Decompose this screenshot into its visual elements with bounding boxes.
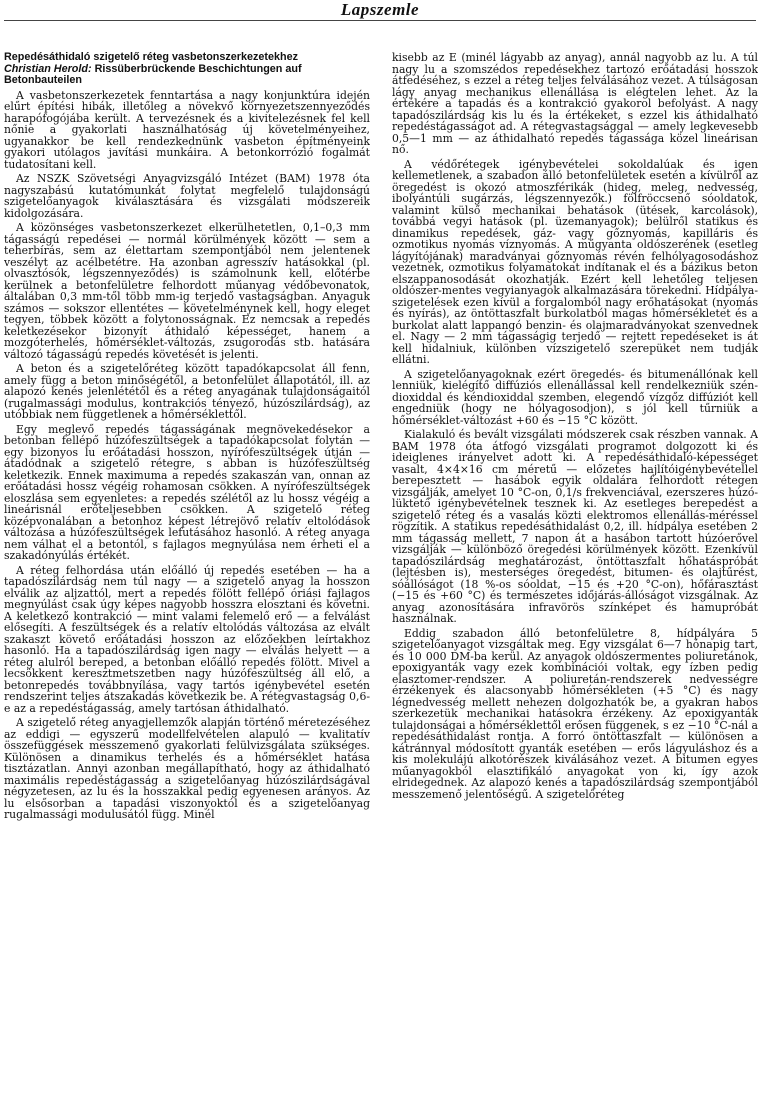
paragraph: A védőrétegek igénybevételei sokoldalúak és igen kellemetlenek, a szabadon álló betonfelületek esetén a kívülről az öregedést is okozó atmoszférikák (hideg, meleg, nedvesség, ibolyántúli sugárzás, légszennyezők.) fölfröccsenő sóoldatok, valamint külső mechanikai behatások (ütések, karcolások), továbbá vegyi hatások (pl. üzemanyagok); belülről statikus és dinamikus repedések, gáz- vagy gőznyomás, kapilláris és ozmotikus nyomás víznyomás. A műgyanta oldószerének (esetleg lágyítójának) maradványai gőznyomás révén felhólyagosodáshoz vezetnek, ozmotikus folyamatokat indítanak el és a bázikus beton elszappanosodását okozhatják. Ezért kell lehetőleg teljesen oldószer-mentes vegyianyagok alkalmazására törekedni. Hídpálya-szigetelések ezen kívül a forgalomból nagy erőhatásokat (nyomás és nyírás), az öntöttaszfalt burkolatból magas hőmérsékletet és a burkolat alatt lappangó benzin- és olajmaradványokat szenvednek el. Nagy — 2 mm tágasságig terjedő — rejtett repedéseket is át kell hidalniuk, különben vízszigetelő szerepüket nem tudják ellátni. xyxy=(392,157,758,366)
paragraph: A vasbetonszerkezetek fenntartása a nagy konjunktúra idején elűrt építési hibák, illetőleg a növekvő környezetszennyeződés harapófogójába került. A tervezésnek és a kivitelezésnek fel kell nőnie a gyakorlati használhatóság új követelményeihez, ugyanakkor be kell rendezkednünk vasbeton építményeink gyakori utólagos javítási munkáira. A betonkorrózió fogalmát tudatosítani kell. xyxy=(4,88,370,171)
paragraph: Az NSZK Szövetségi Anyagvizsgáló Intézet (BAM) 1978 óta nagyszabású kutatómunkát folytat megfelelő tulajdonságú szigetelőanyagok kiválasztására és vizsgálati módszereik kidolgozására. xyxy=(4,172,370,220)
article-author: Christian Herold: xyxy=(4,62,92,75)
left-column xyxy=(4,52,370,1096)
paragraph: A közönséges vasbetonszerkezet elkerülhetetlen, 0,1–0,3 mm tágasságú repedései — normál körülmények között — sem a teherbírás, sem az élettartam szempontjából nem jelentenek veszélyt az acélbetétre. Ha azonban agresszív hatásokkal (pl. olvasztósók, légszennyeződés) is számolnunk kell, előtérbe kerülnek a betonfelületre felhordott műanyag védőbevonatok, általában 0,3 mm-től több mm-ig terjedő vastagságban. Anyaguk számos — sokszor ellentétes — követelménynek kell, hogy eleget tegyen, többek között a folytonosságnak. Ez nemcsak a repedés keletkezésekor bizonyít áthidaló képességet, hanem a mozgóterhelés, hőmérséklet-változás, zsugorodás stb. hatására változó tágasságú repedés követését is jelenti. xyxy=(4,221,370,361)
article-title-de: Rissüberbrückende Beschichtungen auf Betonbauteilen xyxy=(4,62,302,86)
article-title-hu: Repedésáthidaló szigetelő réteg vasbetonszerkezetekhez xyxy=(4,52,299,63)
paragraph: Kialakuló és bevált vizsgálati módszerek csak részben vannak. A BAM 1978 óta átfogó vizsgálati programot dolgozott ki és ideiglenes irányelvet adott ki. A repedésáthidaló-képességet vasalt, 4×4×16 cm méretű — előzetes hajlítóigénybevétellel berepesztett — hasábok egyik oldalára felhordott rétegen vizsgálják, amelyet 10 °C-on, 0,1/s frekvenciával, ezerszeres húzó-lüktető igénybevételnek tesznek ki. Az esetleges berepedést a szigetelő réteg és a vasalás közti elektromos ellenállás-méréssel rögzítik. A statikus repedésáthidalást 0,2, ill. hídpálya esetében 2 mm tágasság mellett, 7 napon át a hasábon tartott húzóerővel vizsgálják — különböző öregedési körülmények között. Ezenkívül tapadószilárdság meghatározást, öntöttaszfalt hőhatáspróbát (lejtésben is), mesterséges öregedést, bitumen- és olajtűrést, sóállóságot (18 %-os sóoldat, −15 és +20 °C-on), hőfárasztást (−15 és +60 °C) és természetes időjárás-állóságot vizsgálnak. Az anyag azonosítására infravörös színképet és hamupróbát használnak. xyxy=(392,428,758,625)
paragraph: Egy meglevő repedés tágasságának megnövekedésekor a betonban fellépő húzófeszültségek a tapadókapcsolat folytán — egy bizonyos lu erőátadási hosszon, nyírófeszültségek útján — átadódnak a szigetelő rétegre, s abban is húzófeszültség keletkezik. Ennek maximuma a repedés szakaszán van, onnan az erőátadási hossz végéig rohamosan csökken. A nyírófeszültségek eloszlása sem egyenletes: a repedés szélétől az lu hossz végéig a lineárisnál erőteljesebben csökken. A szigetelő réteg középvonalában a betonhoz képest létrejövő relatív eltolódások változása a húzófeszültségek lefutásához hasonló. A réteg anyaga nem válhat el a betontól, s fajlagos megnyúlása nem érheti el a szakadónyúlás értékét. xyxy=(4,422,370,562)
paragraph: A beton és a szigetelőréteg között tapadókapcsolat áll fenn, amely függ a beton minőségétől, a betonfelület állapotától, ill. az alapozó kenés jelenlététől és a réteg anyagának tulajdonságaitól (rugalmassági modulus, kontrakciós tényező, húzószilárdság), az utóbbiak nem függetlenek a hőmérséklettől. xyxy=(4,362,370,421)
paragraph: A réteg felhordása után előálló új repedés esetében — ha a tapadószilárdság nem túl nagy — a szigetelő anyag la hosszon elválik az aljzattól, mert a repedés fölött fellépő óriási fajlagos megnyúlást csak úgy képes nagyobb hosszra elosztani és követni. A keletkező kontrakció — mint valami felemelő erő — a felválást elősegíti. A feszültségek és a relatív eltolódás változása az elvált szakaszt követő erőátadási hosszon az előzőekben leírtakhoz hasonló. Ha a tapadószilárdság igen nagy — elválás helyett — a réteg alulról bereped, a betonban előálló repedés fölött. Mivel a lecsökkent keresztmetszetben nagy húzófeszültség áll elő, a betonrepedés továbbnyílása, vagy tartós igénybevétel esetén rendszerint teljes átszakadás következik be. A rétegvastagság 0,6-e az a repedéstágasság, amely tartósan áthidalható. xyxy=(4,563,370,715)
article-heading xyxy=(4,52,370,87)
header-rule xyxy=(4,20,756,21)
article-columns xyxy=(4,52,758,1096)
paragraph: kisebb az E (minél lágyabb az anyag), annál nagyobb az lu. A túl nagy lu a szomszédos repedésekhez tartozó erőátadási hosszok átfedéséhez, s ezzel a réteg teljes felválásához vezet. A túlságosan lágy anyag mechanikus ellenállása is elégtelen lehet. Az la értékére a tapadás és a kontrakció gyakorol befolyást. A nagy tapadószilárdság kis lu és la értékeket, s ezzel kis áthidalható repedéstágasságot ad. A rétegvastagsággal — amely legkevesebb 0,5—1 mm — az áthidalható repedés tágassága közel lineárisan nő. xyxy=(392,52,758,156)
right-column xyxy=(392,52,758,1096)
section-title: Lapszemle xyxy=(340,0,420,19)
paragraph: A szigetelő réteg anyagjellemzők alapján történő méretezéséhez az eddigi — egyszerű modellfelvételen alapuló — kvalitatív összefüggések messzemenő gyakorlati felülvizsgálata szükséges. Különösen a dinamikus terhelés és a hőmérséklet hatása tisztázatlan. Annyi azonban megállapítható, hogy az áthidalható maximális repedéstágasság a szigetelőanyag húzószilárdságával négyzetesen, az lu és la hosszakkal pedig egyenesen arányos. Az lu elsősorban a tapadási viszonyoktól és a szigetelőanyag rugalmassági modulusától függ. Minél xyxy=(4,716,370,821)
paragraph: A szigetelőanyagoknak ezért öregedés- és bitumenállónak kell lenniük, kielégítő diffúziós ellenállással kell rendelkezniük szén-dioxiddal és kéndioxiddal szemben, elegendő vízgőz diffúziót kell engedniük (hogy ne hólyagosodjon), s jól kell tűrniük a hőmérséklet-változást +60 és −15 °C között. xyxy=(392,367,758,427)
paragraph: Eddig szabadon álló betonfelületre 8, hídpályára 5 szigetelőanyagot vizsgáltak meg. Egy vizsgálat 6—7 hónapig tart, és 10 000 DM-ba kerül. Az anyagok oldószermentes poliuretánok, epoxigyanták vagy ezek kombinációi voltak, egy ízben pedig elasztomer-rendszer. A poliuretán-rendszerek nedvességre érzékenyek és alacsonyabb hőmérsékleten (+5 °C) és nagy légnedvesség mellett nehezen dolgozhatók be, a gyakran habos szerkezetük mechanikai hatásokra érzékeny. Az epoxigyanták tulajdonságai a hőmérséklettől erősen függenek, s ez −10 °C-nál a repedésáthidalást rontja. A forró öntöttaszfalt — különösen a kátránnyal módosított gyanták esetében — erős lágyuláshoz és a kis molekulájú alkotórészek kiválásához vezet. A bitumen egyes műanyagokból elasztifikáló anyagokat von ki, így azok elridegednek. Az alapozó kenés a tapadószilárdság szempontjából messzemenő jelentőségű. A szigetelőréteg xyxy=(392,626,758,801)
article-author-line xyxy=(4,64,370,87)
